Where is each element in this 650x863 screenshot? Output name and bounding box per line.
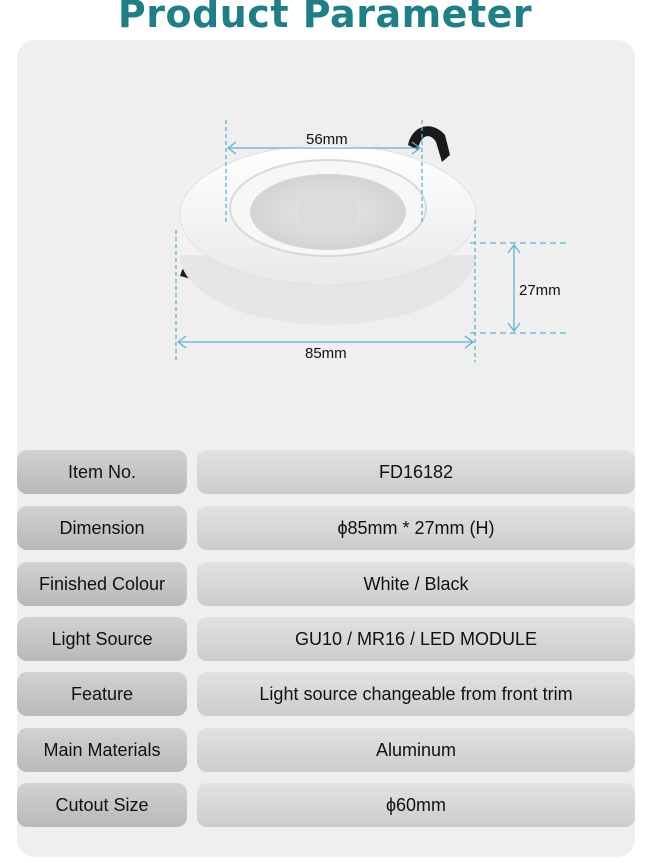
- spec-row-main-materials: [17, 728, 635, 772]
- spec-row-cutout-size: [17, 783, 635, 827]
- spec-value: ϕ60mm: [197, 783, 635, 827]
- spec-label: Item No.: [17, 450, 187, 494]
- spec-label: Main Materials: [17, 728, 187, 772]
- product-illustration: [150, 100, 590, 380]
- spec-row-item-no: [17, 450, 635, 494]
- spec-value: White / Black: [197, 562, 635, 606]
- spec-label: Feature: [17, 672, 187, 716]
- spec-row-feature: [17, 672, 635, 716]
- spec-value: ϕ85mm * 27mm (H): [197, 506, 635, 550]
- spec-label: Light Source: [17, 617, 187, 661]
- spec-value: Light source changeable from front trim: [197, 672, 635, 716]
- dimension-label-side: 27mm: [519, 282, 561, 299]
- spec-value: GU10 / MR16 / LED MODULE: [197, 617, 635, 661]
- lamp-center: [298, 190, 358, 234]
- spec-row-light-source: [17, 617, 635, 661]
- spec-row-finished-colour: [17, 562, 635, 606]
- spec-value: FD16182: [197, 450, 635, 494]
- spec-label: Cutout Size: [17, 783, 187, 827]
- spec-label: Dimension: [17, 506, 187, 550]
- dimension-label-top: 56mm: [306, 131, 348, 148]
- spec-row-dimension: [17, 506, 635, 550]
- spec-value: Aluminum: [197, 728, 635, 772]
- page-title: Product Parameter: [117, 0, 533, 36]
- dimension-label-bottom: 85mm: [305, 345, 347, 362]
- spec-label: Finished Colour: [17, 562, 187, 606]
